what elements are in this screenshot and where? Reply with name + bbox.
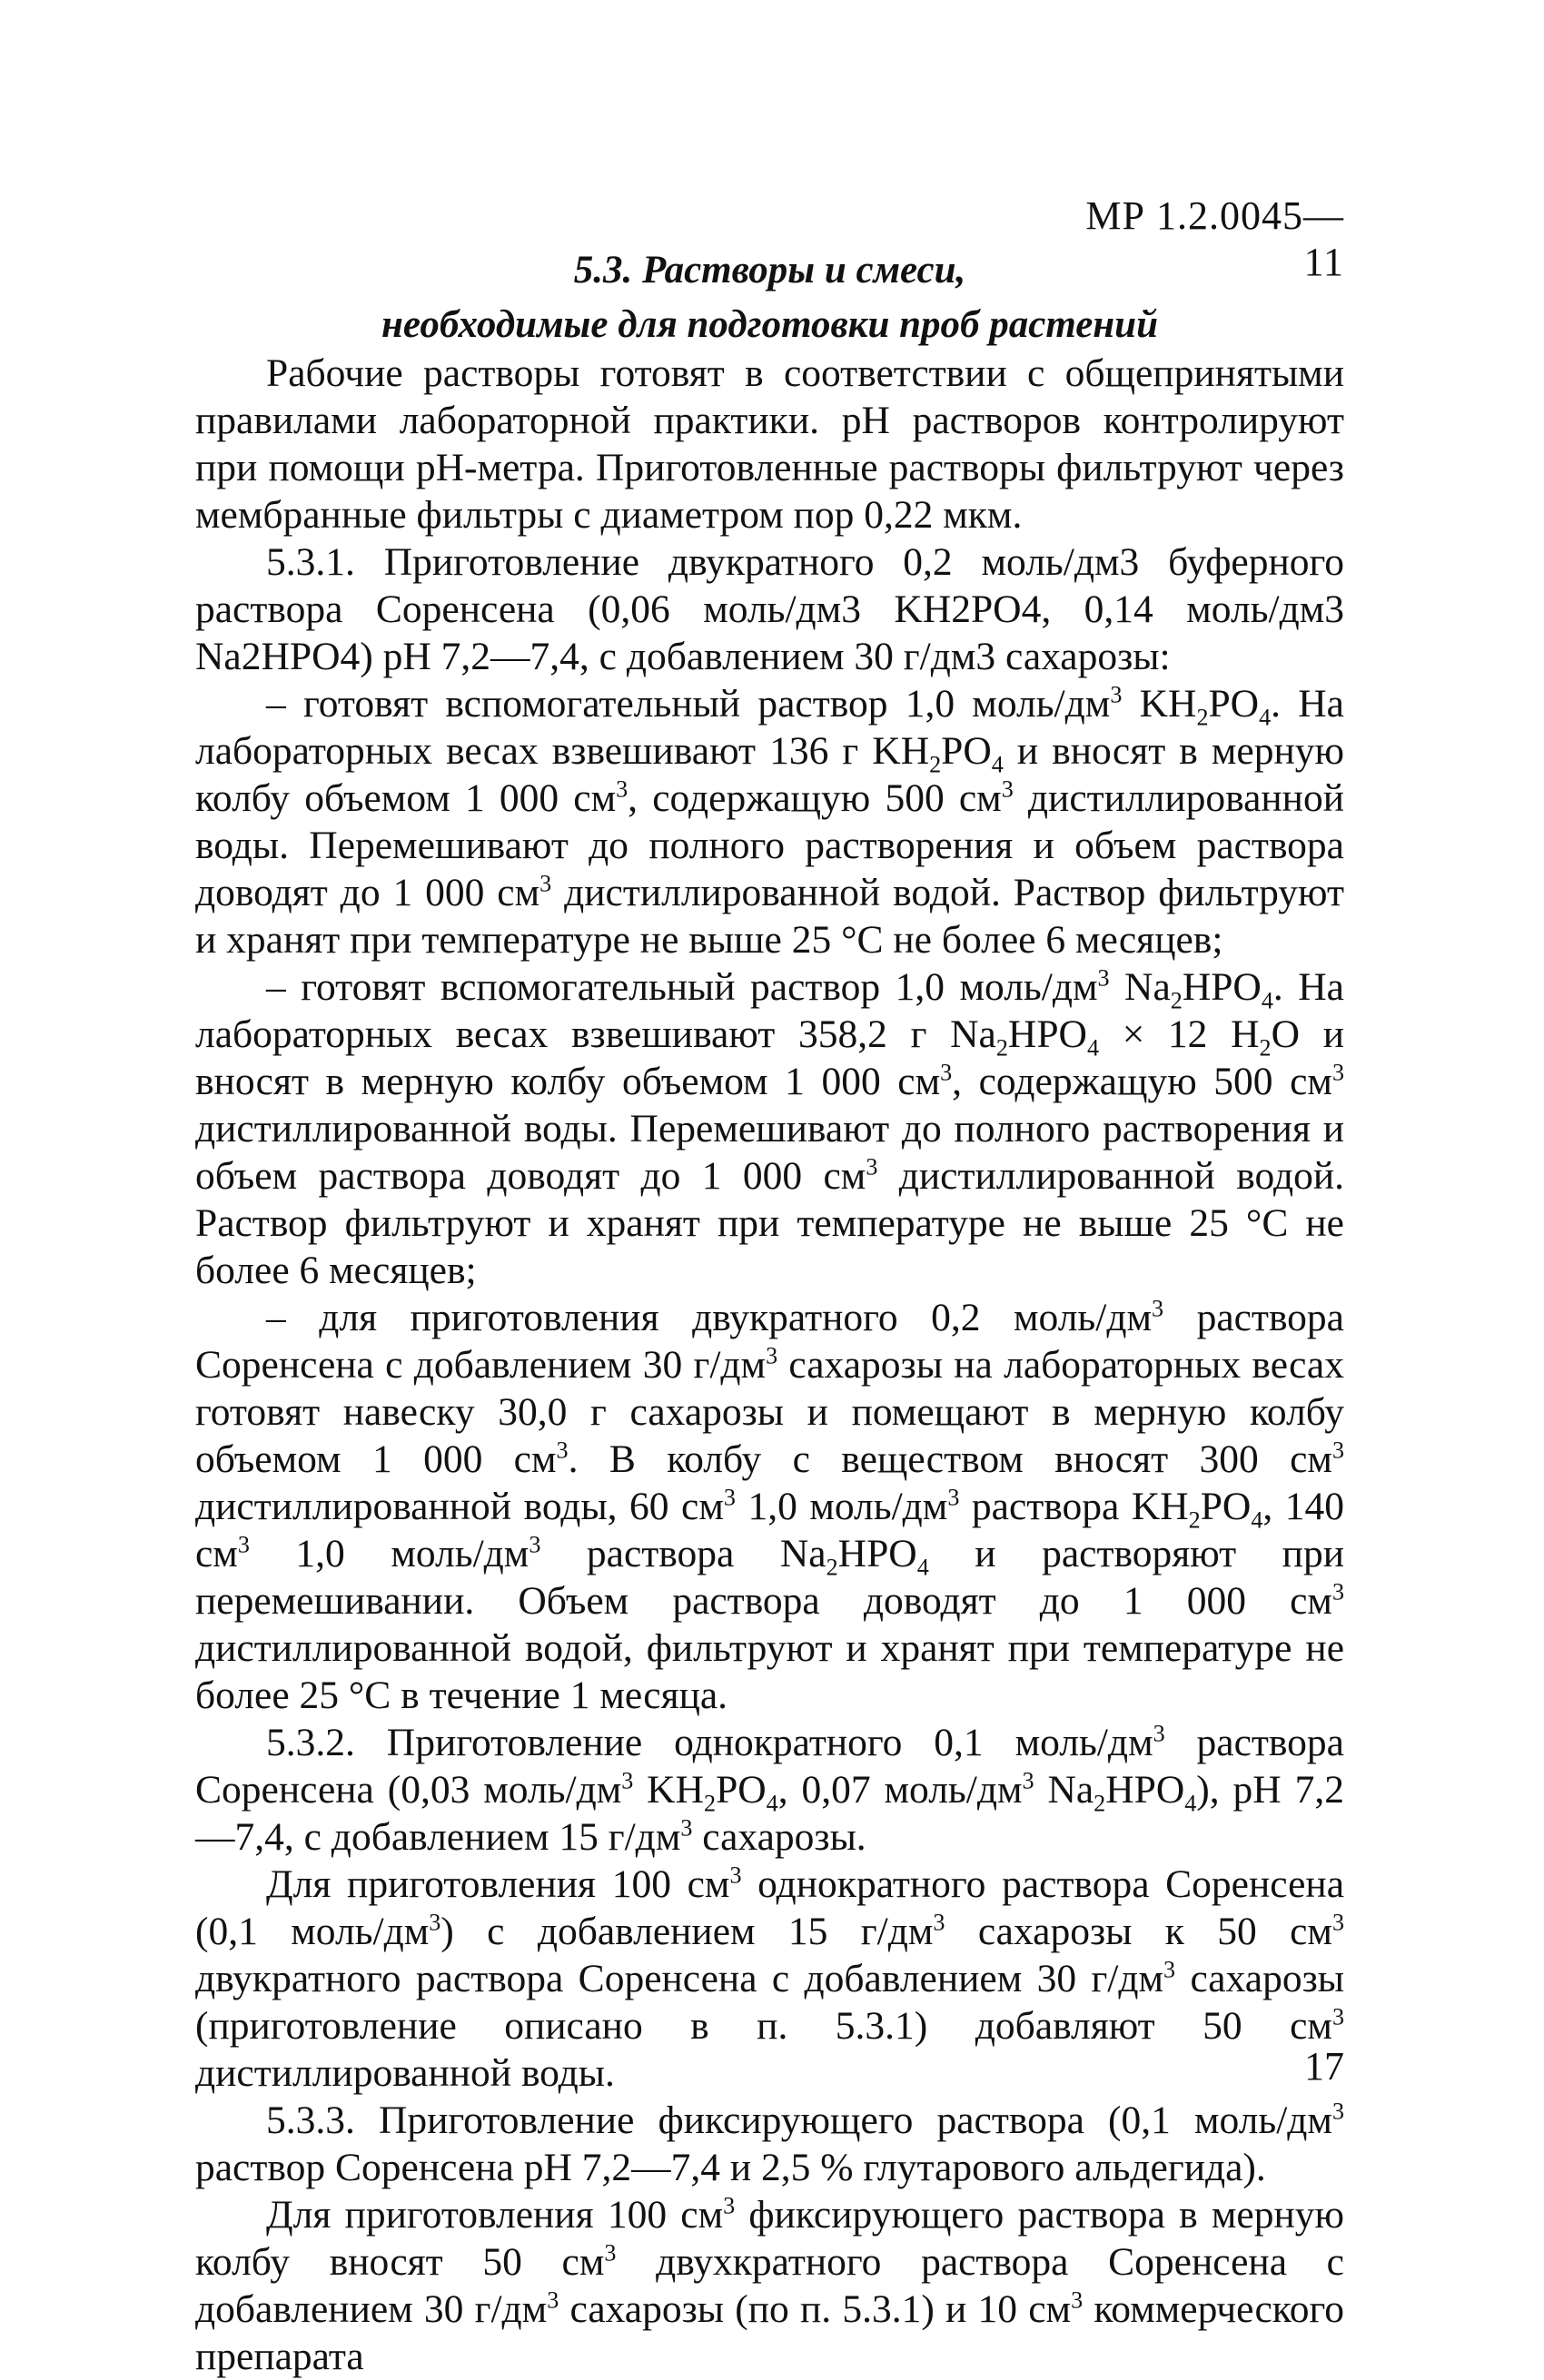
page-number: 17	[1304, 2044, 1344, 2089]
paragraph-5-3-1: 5.3.1. Приготовление двукратного 0,2 моль/дм3 буферного раствора Соренсена (0,06 моль/дм3 KH2PO4, 0,14 моль/дм3 Na2HPO4) рН 7,2—7,4, с добавлением 30 г/дм3 сахарозы:	[195, 540, 1344, 678]
section-title-line-2: необходимые для подготовки проб растений	[381, 303, 1158, 346]
section-title-line-1: 5.3. Растворы и смеси,	[573, 249, 966, 291]
paragraph-5-3-2: 5.3.2. Приготовление однократного 0,1 моль/$дм^3$ раствора Соренсена (0,03 моль/$дм^3$ $KH_2PO_4$, 0,07 моль/$дм^3$ $Na_2HPO_4$), рН 7,2—7,4, с добавлением 15 $г/дм^3$ сахарозы.	[195, 1720, 1344, 1859]
paragraph-double-sorensen: – для приготовления двукратного 0,2 моль/$дм^3$ раствора Соренсена с добавлением 30 $г/дм^3$ сахарозы на лабораторных весах готовят навеску 30,0 г сахарозы и помещают в мерную колбу объемом 1 000 $см^3$. В колбу с веществом вносят 300 $см^3$ дистиллированной воды, 60 $см^3$ 1,0 моль/$дм^3$ раствора $KH_2PO_4$, 140 $см^3$ 1,0 моль/$дм^3$ раствора $Na_2HPO_4$ и растворяют при перемешивании. Объем раствора доводят до 1 000 $см^3$ дистиллированной водой, фильтруют и хранят при температуре не более 25 °С в течение 1 месяца.	[195, 1295, 1345, 1717]
document-code: МР 1.2.0045—11	[1085, 193, 1344, 284]
paragraph-kh2po4-stock: – готовят вспомогательный раствор 1,0 моль/$дм^3$ $KH_2PO_4$. На лабораторных весах взвешивают 136 г $KH_2PO_4$ и вносят в мерную колбу объемом 1 000 $см^3$, содержащую 500 $см^3$ дистиллированной воды. Перемешивают до полного растворения и объем раствора доводят до 1 000 $см^3$ дистиллированной водой. Раствор фильтруют и хранят при температуре не выше 25 °С не более 6 месяцев;	[195, 681, 1344, 962]
section-title	[195, 243, 1344, 352]
paragraph-intro: Рабочие растворы готовят в соответствии с общепринятыми правилами лабораторной практики. рН растворов контролируют при помощи рН-метра. Приготовленные растворы фильтруют через мембранные фильтры с диаметром пор 0,22 мкм.	[195, 351, 1344, 537]
paragraph-single-sorensen: Для приготовления 100 $см^3$ однократного раствора Соренсена (0,1 моль/$дм^3$) с добавлением 15 $г/дм^3$ сахарозы к 50 $см^3$ двукратного раствора Соренсена с добавлением 30 $г/дм^3$ сахарозы (приготовление описано в п. 5.3.1) добавляют 50 $см^3$ дистиллированной воды.	[195, 1862, 1345, 2095]
paragraph-na2hpo4-stock: – готовят вспомогательный раствор 1,0 моль/$дм^3$ $Na_2HPO_4$. На лабораторных весах взвешивают 358,2 г $Na_2HPO_4 \times 12$ $H_2O$ и вносят в мерную колбу объемом 1 000 $см^3$, содержащую 500 $см^3$ дистиллированной воды. Перемешивают до полного растворения и объем раствора доводят до 1 000 $см^3$ дистиллированной водой. Раствор фильтруют и хранят при температуре не выше 25 °С не более 6 месяцев;	[195, 964, 1345, 1292]
paragraph-5-3-3: 5.3.3. Приготовление фиксирующего раствора (0,1 моль/$дм^3$ раствор Соренсена рН 7,2—7,4 и 2,5 % глутарового альдегида).	[195, 2098, 1344, 2189]
paragraph-fixing-solution: Для приготовления 100 $см^3$ фиксирующего раствора в мерную колбу вносят 50 $см^3$ двухкратного раствора Соренсена с добавлением 30 $г/дм^3$ сахарозы (по п. 5.3.1) и 10 $см^3$ коммерческого препарата	[195, 2192, 1345, 2378]
document-body	[195, 350, 1344, 2380]
